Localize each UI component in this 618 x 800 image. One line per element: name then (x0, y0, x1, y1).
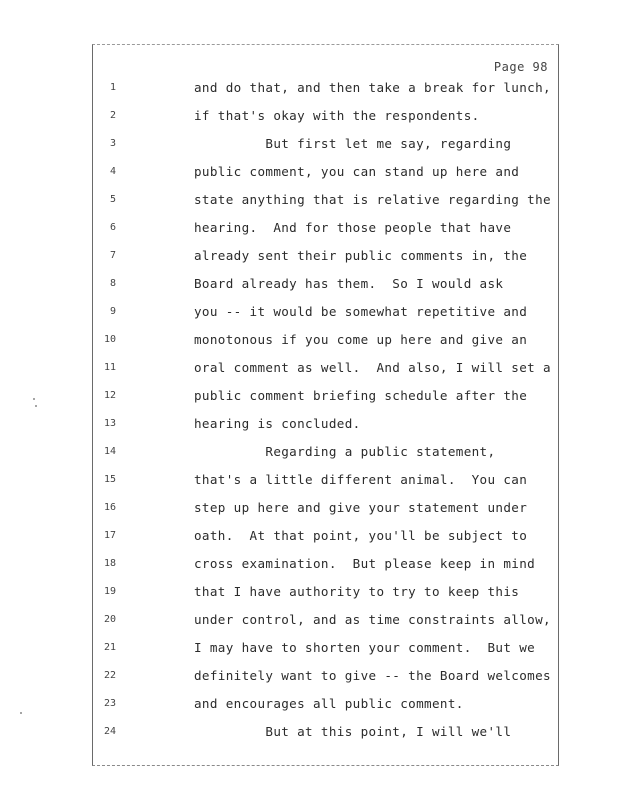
line-text: already sent their public comments in, the (194, 248, 528, 263)
line-text: hearing. And for those people that have (194, 220, 512, 235)
line-text: But first let me say, regarding (194, 136, 512, 151)
line-number: 17 (103, 530, 116, 541)
transcript-line (0, 276, 618, 296)
transcript-line (0, 668, 618, 688)
line-text: public comment, you can stand up here and (194, 164, 520, 179)
line-text: if that's okay with the respondents. (194, 108, 480, 123)
line-text: step up here and give your statement under (194, 500, 528, 515)
transcript-line (0, 724, 618, 744)
line-number: 15 (103, 474, 116, 485)
transcript-line (0, 360, 618, 380)
scan-speck (20, 712, 22, 714)
line-number: 1 (109, 82, 116, 93)
transcript-line (0, 108, 618, 128)
line-number: 6 (109, 222, 116, 233)
line-number: 2 (109, 110, 116, 121)
line-text: that I have authority to try to keep this (194, 584, 520, 599)
line-text: state anything that is relative regarding the (194, 192, 551, 207)
transcript-line (0, 80, 618, 100)
transcript-line (0, 136, 618, 156)
transcript-line (0, 696, 618, 716)
line-text: you -- it would be somewhat repetitive and (194, 304, 528, 319)
transcript-line (0, 192, 618, 212)
line-number: 23 (103, 698, 116, 709)
transcript-line (0, 388, 618, 408)
line-text: oral comment as well. And also, I will set a (194, 360, 551, 375)
scan-speck (33, 398, 35, 400)
transcript-line (0, 164, 618, 184)
line-number: 11 (103, 362, 116, 373)
line-text: But at this point, I will we'll (194, 724, 512, 739)
transcript-line (0, 444, 618, 464)
transcript-line (0, 416, 618, 436)
transcript-line (0, 472, 618, 492)
line-text: that's a little different animal. You can (194, 472, 528, 487)
line-number: 8 (109, 278, 116, 289)
transcript-line (0, 584, 618, 604)
line-text: oath. At that point, you'll be subject to (194, 528, 528, 543)
line-number: 13 (103, 418, 116, 429)
line-number: 22 (103, 670, 116, 681)
line-text: I may have to shorten your comment. But we (194, 640, 536, 655)
line-number: 18 (103, 558, 116, 569)
line-text: under control, and as time constraints allow, (194, 612, 551, 627)
line-number: 12 (103, 390, 116, 401)
transcript-line (0, 248, 618, 268)
line-text: definitely want to give -- the Board welcomes (194, 668, 551, 683)
line-text: monotonous if you come up here and give an (194, 332, 528, 347)
line-number: 16 (103, 502, 116, 513)
line-number: 24 (103, 726, 116, 737)
line-number: 21 (103, 642, 116, 653)
line-number: 7 (109, 250, 116, 261)
line-text: Regarding a public statement, (194, 444, 496, 459)
line-text: Board already has them. So I would ask (194, 276, 504, 291)
line-text: cross examination. But please keep in mind (194, 556, 536, 571)
line-number: 9 (109, 306, 116, 317)
page-number-label: Page 98 (493, 60, 548, 74)
transcript-line (0, 500, 618, 520)
transcript-line (0, 640, 618, 660)
line-text: and encourages all public comment. (194, 696, 464, 711)
transcript-line (0, 612, 618, 632)
transcript-line (0, 528, 618, 548)
transcript-line (0, 220, 618, 240)
line-number: 3 (109, 138, 116, 149)
line-number: 20 (103, 614, 116, 625)
line-text: hearing is concluded. (194, 416, 361, 431)
line-number: 5 (109, 194, 116, 205)
transcript-line (0, 332, 618, 352)
scan-speck (35, 405, 37, 407)
line-text: public comment briefing schedule after the (194, 388, 528, 403)
line-number: 10 (103, 334, 116, 345)
line-number: 19 (103, 586, 116, 597)
line-text: and do that, and then take a break for lunch, (194, 80, 551, 95)
line-number: 14 (103, 446, 116, 457)
transcript-line (0, 556, 618, 576)
transcript-line (0, 304, 618, 324)
line-number: 4 (109, 166, 116, 177)
